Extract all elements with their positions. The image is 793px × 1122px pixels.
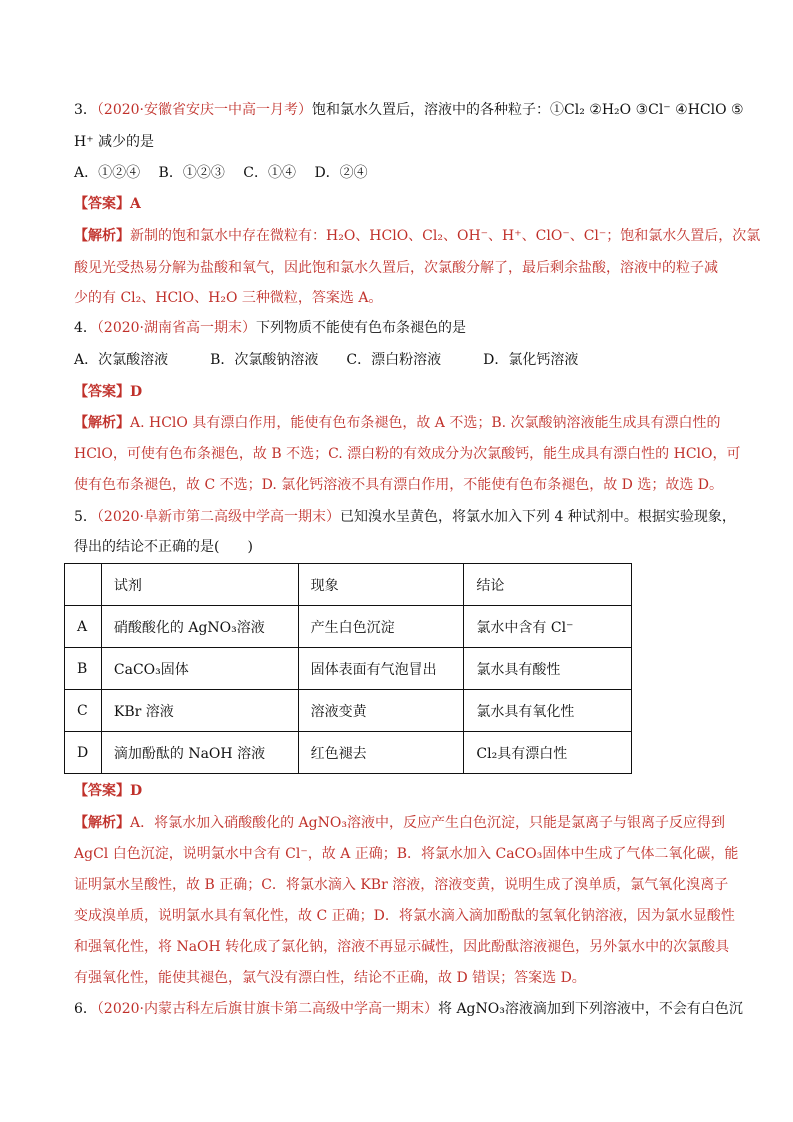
- table-row: [65, 690, 632, 732]
- q3-answer: [74, 194, 141, 214]
- q3-analysis-line3: 少的有 Cl₂、HClO、H₂O 三种微粒，答案选 A。: [74, 290, 383, 306]
- table-cell: KBr 溶液: [101, 690, 298, 732]
- analysis-text: A. HClO 具有漂白作用，能使有色布条褪色，故 A 不选；B. 次氯酸钠溶液能生成具有漂白性的: [130, 415, 721, 431]
- q3-options: A．①②④ B．①②③ C．①④ D．②④: [74, 165, 368, 181]
- q5-table: [64, 563, 632, 774]
- answer-value: D: [130, 384, 143, 400]
- table-cell: 硝酸酸化的 AgNO₃溶液: [101, 606, 298, 648]
- answer-value: D: [130, 783, 143, 799]
- q3-source: （2020·安徽省安庆一中高一月考）: [96, 102, 313, 118]
- q4-analysis-line3: 使有色布条褪色，故 C 不选；D. 氯化钙溶液不具有漂白作用，不能使有色布条褪色，故 D 选；故选 D。: [74, 477, 724, 493]
- table-cell: A: [65, 606, 102, 648]
- q4-stem-text: 下列物质不能使有色布条褪色的是: [256, 320, 467, 336]
- q5-analysis-line6: 有强氧化性，能使其褪色，氯气没有漂白性，结论不正确，故 D 错误；答案选 D。: [74, 970, 586, 986]
- q3-stem-line2: H⁺ 减少的是: [74, 134, 155, 150]
- q3-stem: [74, 100, 744, 120]
- q4-stem: [74, 318, 466, 338]
- q6-stem-line1: 将 AgNO₃溶液滴加到下列溶液中，不会有白色沉: [438, 1001, 743, 1017]
- q6-source: （2020·内蒙古科左后旗甘旗卡第二高级中学高一期末）: [96, 1001, 438, 1017]
- table-cell: 产生白色沉淀: [298, 606, 464, 648]
- q4-analysis-line2: HClO，可使有色布条褪色，故 B 不选；C. 漂白粉的有效成分为次氯酸钙，能生成具有漂白性的 HClO，可: [74, 446, 741, 462]
- answer-tag: 【答案】: [74, 384, 130, 400]
- q5-analysis-line5: 和强氧化性，将 NaOH 转化成了氯化钠，溶液不再显示碱性，因此酚酞溶液褪色，另外氯水中的次氯酸具: [74, 939, 730, 955]
- table-cell: 溶液变黄: [298, 690, 464, 732]
- q5-stem: [74, 507, 736, 527]
- analysis-tag: 【解析】: [74, 815, 130, 831]
- analysis-tag: 【解析】: [74, 228, 130, 244]
- q5-stem-line1: 已知溴水呈黄色，将氯水加入下列 4 种试剂中。根据实验现象，: [340, 509, 736, 525]
- table-cell: 滴加酚酞的 NaOH 溶液: [101, 732, 298, 774]
- table-header-cell: 试剂: [101, 564, 298, 606]
- table-header-cell: 现象: [298, 564, 464, 606]
- q4-source: （2020·湖南省高一期末）: [96, 320, 257, 336]
- table-header-row: [65, 564, 632, 606]
- table-cell: C: [65, 690, 102, 732]
- q3-analysis-line2: 酸见光受热易分解为盐酸和氧气，因此饱和氯水久置后，次氯酸分解了，最后剩余盐酸，溶液中的粒子减: [74, 260, 718, 276]
- table-cell: B: [65, 648, 102, 690]
- table-row: [65, 606, 632, 648]
- q5-analysis-line3: 证明氯水呈酸性，故 B 正确；C．将氯水滴入 KBr 溶液，溶液变黄，说明生成了溴单质，氯气氧化溴离子: [74, 877, 729, 893]
- answer-tag: 【答案】: [74, 783, 130, 799]
- table-cell: 固体表面有气泡冒出: [298, 648, 464, 690]
- table-header-cell: 结论: [464, 564, 632, 606]
- q6-stem: [74, 999, 743, 1019]
- q6-number: 6．: [74, 1001, 97, 1017]
- q5-answer: [74, 781, 142, 801]
- q4-number: 4．: [74, 320, 97, 336]
- q5-stem-line2: 得出的结论不正确的是( ): [74, 539, 253, 555]
- table-cell: 氯水具有酸性: [464, 648, 632, 690]
- answer-tag: 【答案】: [74, 196, 130, 212]
- analysis-tag: 【解析】: [74, 415, 130, 431]
- q4-analysis-line1: [74, 413, 721, 433]
- q5-analysis-line4: 变成溴单质，说明氯水具有氧化性，故 C 正确；D．将氯水滴入滴加酚酞的氢氧化钠溶液，因为氯水显酸性: [74, 908, 735, 924]
- q3-analysis-line1: [74, 226, 760, 246]
- q4-answer: [74, 382, 142, 402]
- table-header-cell: [65, 564, 102, 606]
- table-cell: 氯水中含有 Cl⁻: [464, 606, 632, 648]
- q5-analysis-line2: AgCl 白色沉淀，说明氯水中含有 Cl⁻，故 A 正确；B．将氯水加入 CaCO₃固体中生成了气体二氧化碳，能: [74, 846, 739, 862]
- q3-number: 3．: [74, 102, 97, 118]
- table-cell: D: [65, 732, 102, 774]
- table-row: [65, 648, 632, 690]
- table-row: [65, 732, 632, 774]
- q5-source: （2020·阜新市第二高级中学高一期末）: [96, 509, 341, 525]
- q5-number: 5．: [74, 509, 97, 525]
- table-cell: 氯水具有氧化性: [464, 690, 632, 732]
- q5-analysis-line1: [74, 813, 725, 833]
- q3-stem-line1: 饱和氯水久置后，溶液中的各种粒子：①Cl₂ ②H₂O ③Cl⁻ ④HClO ⑤: [312, 102, 744, 118]
- table-cell: 红色褪去: [298, 732, 464, 774]
- q4-options: A．次氯酸溶液 B．次氯酸钠溶液 C．漂白粉溶液 D．氯化钙溶液: [74, 352, 579, 368]
- analysis-text: 新制的饱和氯水中存在微粒有：H₂O、HClO、Cl₂、OH⁻、H⁺、ClO⁻、Cl⁻；饱和氯水久置后，次氯: [130, 228, 761, 244]
- table-cell: Cl₂具有漂白性: [464, 732, 632, 774]
- analysis-text: A．将氯水加入硝酸酸化的 AgNO₃溶液中，反应产生白色沉淀，只能是氯离子与银离子反应得到: [130, 815, 725, 831]
- answer-value: A: [130, 196, 141, 212]
- table-cell: CaCO₃固体: [101, 648, 298, 690]
